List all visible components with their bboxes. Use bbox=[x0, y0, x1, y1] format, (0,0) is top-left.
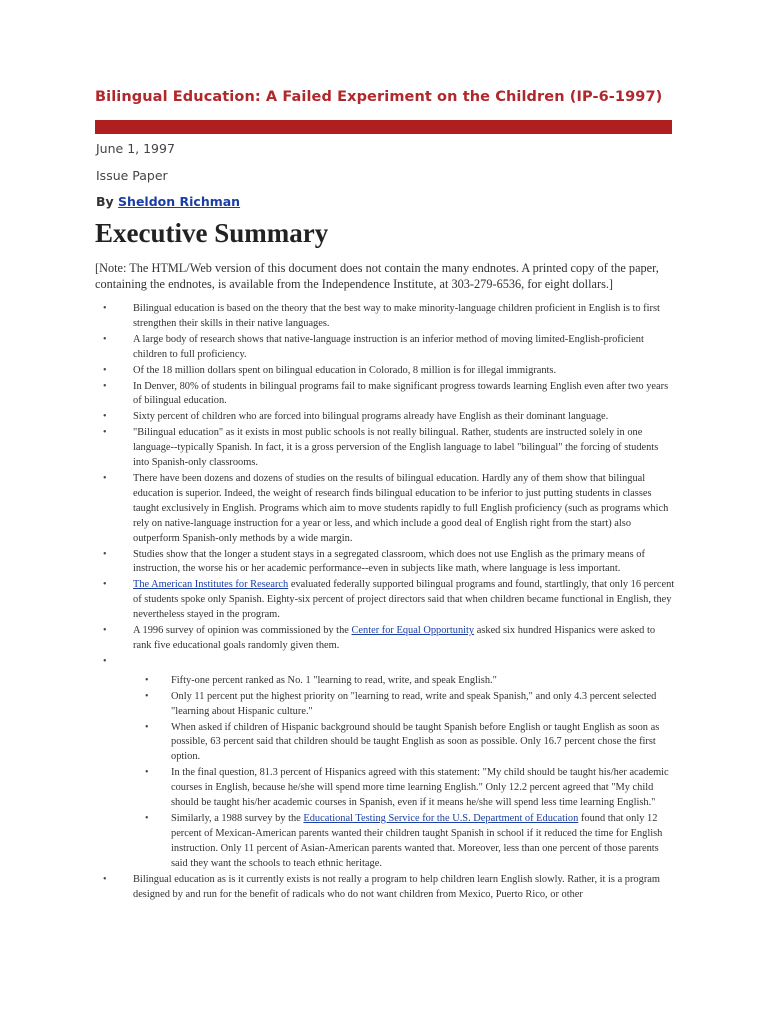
author-link[interactable]: Sheldon Richman bbox=[118, 194, 241, 209]
ets-text-pre: Similarly, a 1988 survey by the bbox=[171, 813, 304, 824]
list-item: • Of the 18 million dollars spent on bilingual education in Colorado, 8 million is for illegal immigrants. bbox=[103, 364, 675, 379]
sub-list-item: • • Fifty-one percent ranked as No. 1 "learning to read, write, and speak English." bbox=[133, 674, 675, 689]
list-item-survey bbox=[103, 624, 675, 654]
document-title: Bilingual Education: A Failed Experiment on the Children (IP-6-1997) bbox=[95, 89, 663, 105]
sub-list-item: • Only 11 percent put the highest priority on "learning to read, write and speak Spanish," and only 4.3 percent selected "learning about Hispanic culture." bbox=[133, 690, 675, 720]
document-type: Issue Paper bbox=[96, 168, 168, 183]
list-item-air bbox=[103, 578, 675, 623]
list-item: • "Bilingual education" as it exists in most public schools is not really bilingual. Rather, students are instructed solely in one language--typically Spanish. In fact, it is a gross perversion of the English language to label "bilingual" the forcing of students into Spanish-only classrooms. bbox=[103, 426, 675, 471]
sub-list-item: • In the final question, 81.3 percent of Hispanics agreed with this statement: "My child should be taught his/her academic courses in English, because he/she will spend more time learning English." Only 12.2 percent agreed that "My child should be taught his/her academic courses in Spanish, even if it means he/she will spend less time learning English." bbox=[133, 766, 675, 811]
air-link[interactable]: The American Institutes for Research bbox=[133, 579, 289, 591]
sub-list-item: • When asked if children of Hispanic background should be taught Spanish before English or taught English as soon as possible, 63 percent said that children should be taught English as soon as possible. Only 16.7 percent chose the first option. bbox=[133, 721, 675, 766]
list-item: • Studies show that the longer a student stays in a segregated classroom, which does not use English as the primary means of instruction, the worse his or her academic performance--even in subjects like math, where language is less important. bbox=[103, 548, 675, 578]
title-divider-bar bbox=[95, 120, 672, 134]
list-item: • There have been dozens and dozens of studies on the results of bilingual education. Hardly any of them show that bilingual education is superior. Indeed, the weight of research finds bilingual education to be inferior to just putting students in classes taught exclusively in English. Programs which aim to move students rapidly to full English proficiency (such as programs which rely on native-language instruction for a year or less, and which include a good deal of English right from the start) also outperform Spanish-only methods by a wide margin. bbox=[103, 472, 675, 547]
byline bbox=[96, 194, 240, 209]
endnote-notice: [Note: The HTML/Web version of this document does not contain the many endnotes. A printed copy of the paper, containing the endnotes, is available from the Independence Institute, at 303-279-6536, for eight dollars.] bbox=[95, 261, 659, 291]
list-item: • Bilingual education is based on the theory that the best way to make minority-language children proficient in English is to first strengthen their skills in their native languages. bbox=[103, 302, 675, 332]
list-item: • In Denver, 80% of students in bilingual programs fail to make significant progress towards learning English even after two years of bilingual education. bbox=[103, 380, 675, 410]
byline-prefix: By bbox=[96, 194, 114, 209]
survey-text-post: asked six hundred Hispanics were asked to rank five educational goals randomly given them. bbox=[133, 625, 656, 651]
ets-text-post: found that only 12 percent of Mexican-American parents wanted their children taught Spanish in school if it reduced the time for English instruction. Only 11 percent of Asian-American parents wanted that. Moreover, less than one percent of those parents said they want the schools to teach ethnic heritage. bbox=[171, 813, 663, 869]
empty-bullet-spacer bbox=[133, 655, 675, 669]
summary-list bbox=[103, 302, 675, 903]
survey-text-pre: A 1996 survey of opinion was commissioned by the bbox=[133, 625, 352, 637]
sub-list-item-ets bbox=[133, 812, 675, 872]
survey-results-list bbox=[133, 674, 675, 872]
list-item-nested bbox=[103, 655, 675, 872]
list-item: • Bilingual education as is it currently exists is not really a program to help children learn English slowly. Rather, it is a program designed by and run for the benefit of radicals who do not want children from Mexico, Puerto Rico, or other bbox=[103, 873, 675, 903]
list-item: • Sixty percent of children who are forced into bilingual programs already have English as their dominant language. bbox=[103, 410, 675, 425]
publication-date: June 1, 1997 bbox=[96, 141, 175, 156]
air-text: evaluated federally supported bilingual programs and found, startlingly, that only 16 percent of students spoke only Spanish. Eighty-six percent of project directors said that when children became functional in English, they nevertheless stayed in the program. bbox=[133, 579, 675, 621]
list-item: • A large body of research shows that native-language instruction is an inferior method of moving limited-English-proficient children to full proficiency. bbox=[103, 333, 675, 363]
ceo-link[interactable]: Center for Equal Opportunity bbox=[351, 625, 475, 637]
ets-link[interactable]: Educational Testing Service for the U.S. Department of Education bbox=[303, 813, 579, 824]
section-heading: Executive Summary bbox=[95, 218, 329, 248]
